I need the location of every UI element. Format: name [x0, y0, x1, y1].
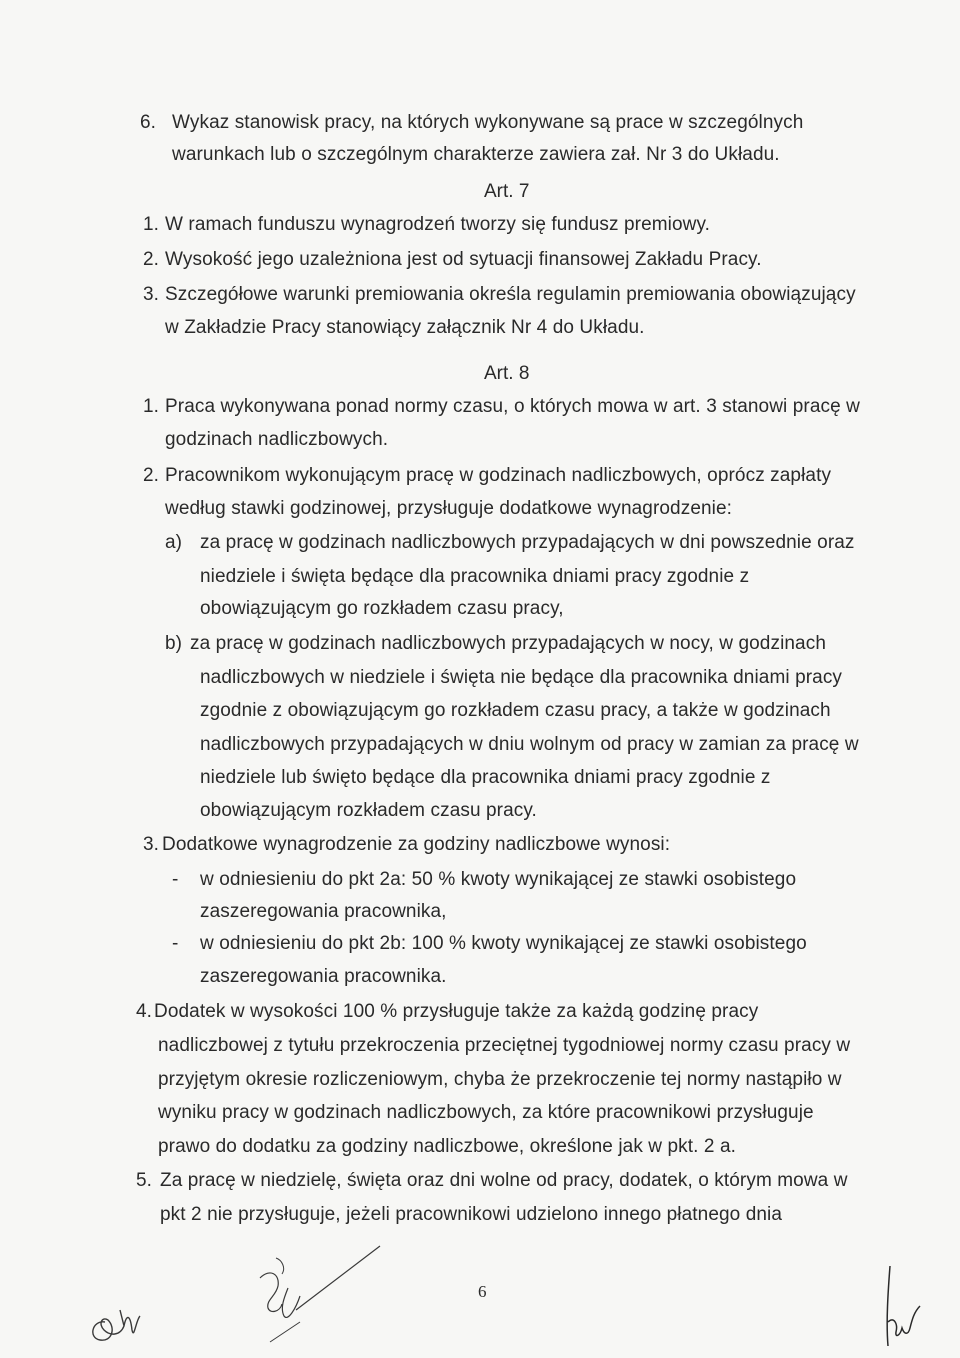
- art-8-p5-line-2: pkt 2 nie przysługuje, jeżeli pracownikowi udzielono innego płatnego dnia: [160, 1204, 783, 1225]
- item-6-line-1-text: Wykaz stanowisk pracy, na których wykonywane są prace w szczególnych: [172, 112, 804, 133]
- initials-signature-left: [80, 1290, 150, 1350]
- item-6-line-2: warunkach lub o szczególnym charakterze zawiera zał. Nr 3 do Układu.: [172, 144, 780, 165]
- art-8-p3-dash-1: -: [172, 869, 179, 890]
- art-8-p4-line-1: Dodatek w wysokości 100 % przysługuje także za każdą godzinę pracy: [154, 1001, 759, 1022]
- art-8-p2b-line-5: niedziele lub święto będące dla pracownika dniami pracy zgodnie z: [200, 767, 771, 788]
- art-8-p2b-line-6: obowiązującym rozkładem czasu pracy.: [200, 800, 537, 821]
- art-8-p2b-marker: b): [165, 633, 182, 654]
- art-7-p3-line-2: w Zakładzie Pracy stanowiący załącznik Nr 4 do Układu.: [165, 317, 645, 338]
- art-8-p1-line-2: godzinach nadliczbowych.: [165, 429, 389, 450]
- art-8-p3-text: Dodatkowe wynagrodzenie za godziny nadliczbowe wynosi:: [162, 834, 671, 855]
- art-8-p3-number: 3.: [143, 834, 159, 855]
- page-number: 6: [478, 1282, 487, 1301]
- art-8-p4-line-2: nadliczbowej z tytułu przekroczenia przeciętnej tygodniowej normy czasu pracy w: [158, 1035, 851, 1056]
- item-6-line-1: [172, 111, 868, 135]
- art-8-p4-line-5: prawo do dodatku za godziny nadliczbowe, określone jak w pkt. 2 a.: [158, 1136, 736, 1157]
- art-8-p2a-line-2: niedziele i święta będące dla pracownika dniami pracy zgodnie z: [200, 566, 750, 587]
- art-8-p2-line-2: według stawki godzinowej, przysługuje dodatkowe wynagrodzenie:: [165, 498, 733, 519]
- art-8-p4-line-4: wyniku pracy w godzinach nadliczbowych, za które pracownikowi przysługuje: [158, 1102, 814, 1123]
- art-8-p2b-line-1: za pracę w godzinach nadliczbowych przypadających w nocy, w godzinach: [190, 633, 826, 654]
- art-8-p2b-line-2: nadliczbowych w niedziele i święta nie będące dla pracownika dniami pracy: [200, 667, 843, 688]
- art-8-p3-d1-line-2: zaszeregowania pracownika,: [200, 901, 447, 922]
- art-8-p2-number: 2.: [143, 465, 159, 486]
- art-8-p2a-line-3: obowiązującym go rozkładem czasu pracy,: [200, 598, 564, 619]
- art-7-p1-number: 1.: [143, 214, 159, 235]
- art-7-heading: Art. 7: [484, 181, 530, 202]
- art-7-p1-text: W ramach funduszu wynagrodzeń tworzy się fundusz premiowy.: [165, 214, 711, 235]
- art-8-p1-line-1: Praca wykonywana ponad normy czasu, o których mowa w art. 3 stanowi pracę w: [165, 396, 860, 417]
- art-8-p3-d1-line-1: w odniesieniu do pkt 2a: 50 % kwoty wynikającej ze stawki osobistego: [200, 869, 797, 890]
- art-8-p2a-marker: a): [165, 532, 182, 553]
- art-8-p4-number: 4.: [136, 1001, 152, 1022]
- art-8-p2b-line-3: zgodnie z obowiązującym go rozkładem czasu pracy, a także w godzinach: [200, 700, 831, 721]
- art-8-p1-number: 1.: [143, 396, 159, 417]
- art-7-p2-number: 2.: [143, 249, 159, 270]
- art-8-p5-number: 5.: [136, 1170, 152, 1191]
- art-8-p5-line-1: Za pracę w niedzielę, święta oraz dni wolne od pracy, dodatek, o którym mowa w: [160, 1170, 848, 1191]
- item-6-number: 6.: [140, 112, 156, 133]
- signature-center: [240, 1238, 390, 1353]
- art-8-heading: Art. 8: [484, 363, 530, 384]
- art-7-p3-line-1: Szczegółowe warunki premiowania określa regulamin premiowania obowiązujący: [165, 284, 856, 305]
- art-7-p3-number: 3.: [143, 284, 159, 305]
- art-8-p4-line-3: przyjętym okresie rozliczeniowym, chyba że przekroczenie tej normy nastąpiło w: [158, 1069, 842, 1090]
- art-8-p3-d2-line-1: w odniesieniu do pkt 2b: 100 % kwoty wynikającej ze stawki osobistego: [200, 933, 807, 954]
- art-8-p3-d2-line-2: zaszeregowania pracownika.: [200, 966, 447, 987]
- art-8-p3-dash-2: -: [172, 933, 179, 954]
- art-8-p2-line-1: Pracownikom wykonującym pracę w godzinach nadliczbowych, oprócz zapłaty: [165, 465, 832, 486]
- art-7-p2-text: Wysokość jego uzależniona jest od sytuacji finansowej Zakładu Pracy.: [165, 249, 762, 270]
- signature-right: [868, 1262, 928, 1352]
- art-8-p2a-line-1: za pracę w godzinach nadliczbowych przypadających w dni powszednie oraz: [200, 532, 855, 553]
- art-8-p2b-line-4: nadliczbowych przypadających w dniu wolnym od pracy w zamian za pracę w: [200, 734, 859, 755]
